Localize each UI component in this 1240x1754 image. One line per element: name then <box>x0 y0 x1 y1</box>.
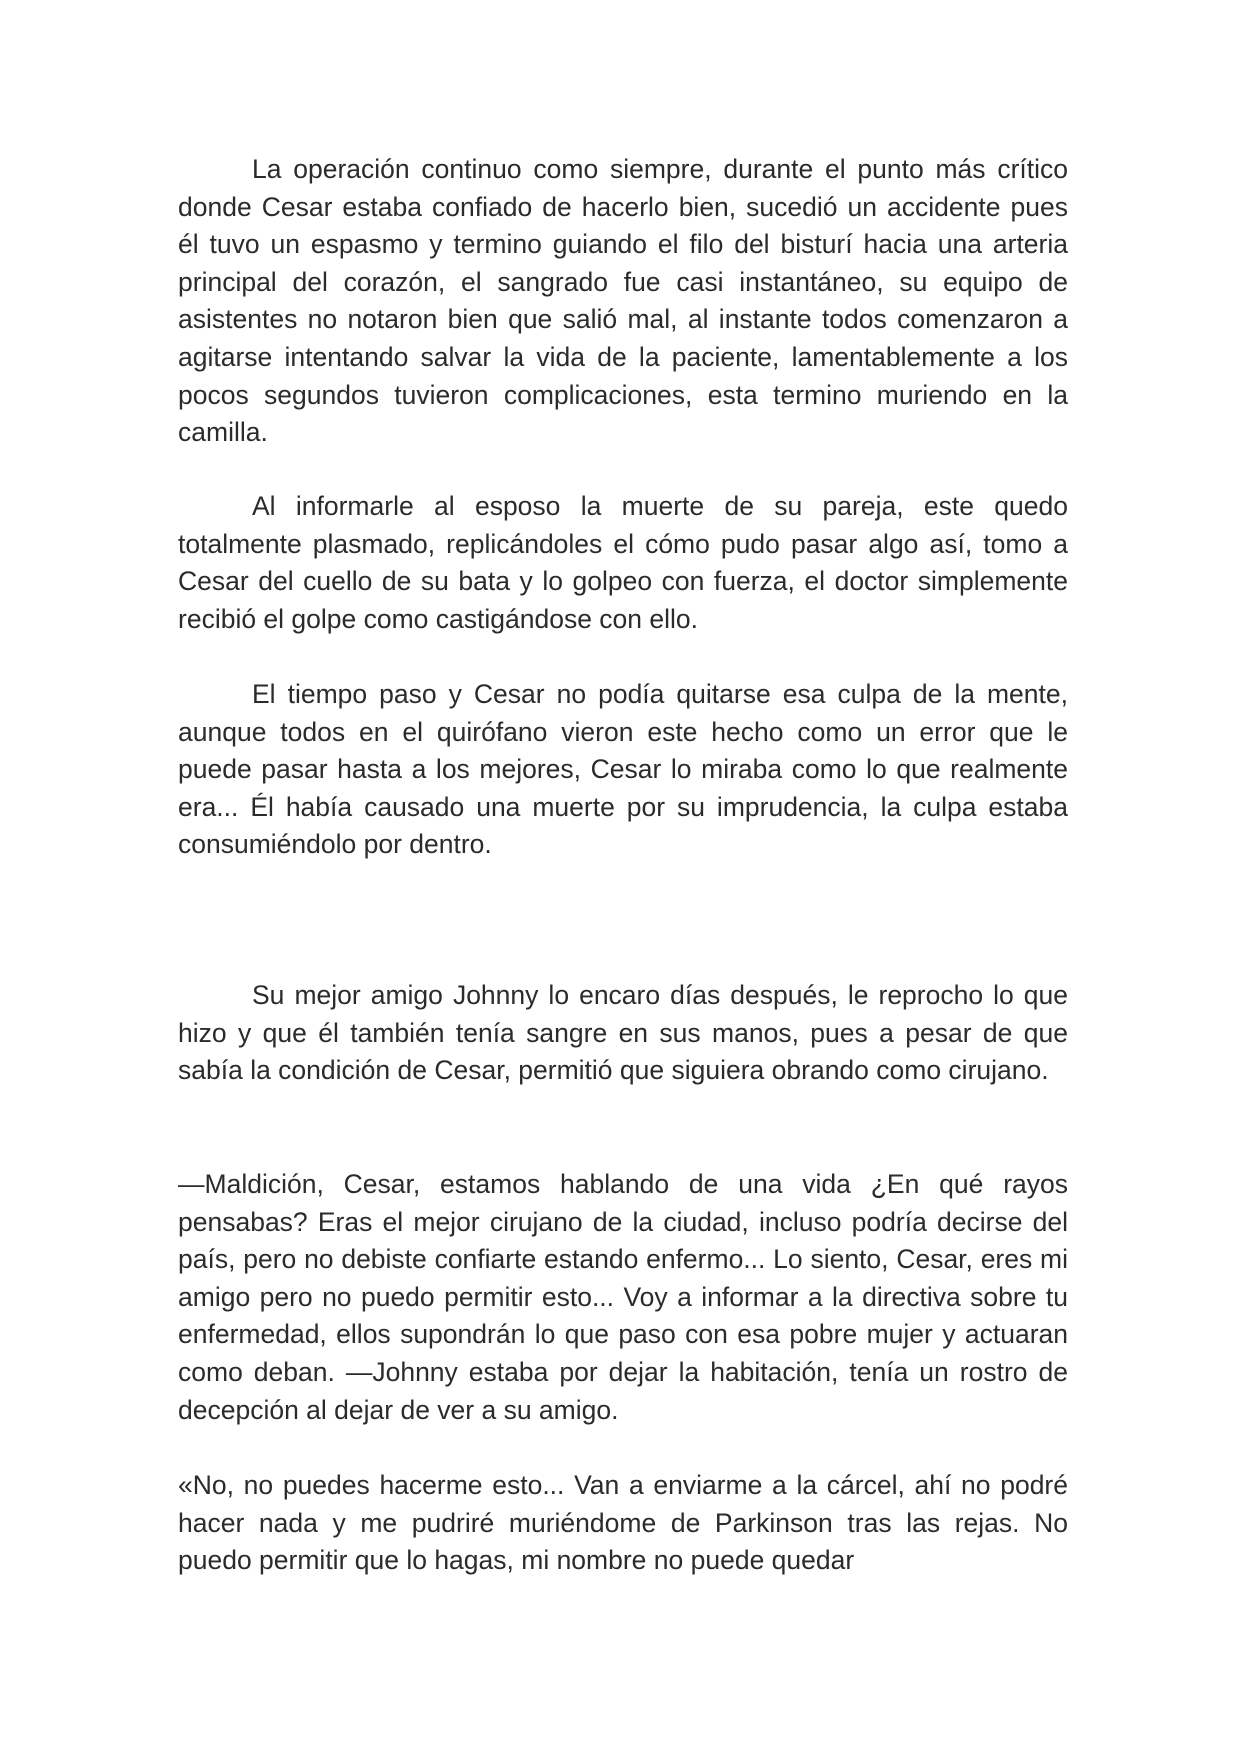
paragraph-guilt: El tiempo paso y Cesar no podía quitarse esa culpa de la mente, aunque todos en el quirófano vieron este hecho como un error que le puede pasar hasta a los mejores, Cesar lo miraba como lo que realmente era... Él había causado una muerte por su imprudencia, la culpa estaba consumiéndolo por dentro. <box>178 679 1068 860</box>
paragraph-johnny: Su mejor amigo Johnny lo encaro días después, le reprocho lo que hizo y que él también tenía sangre en sus manos, pues a pesar de que sabía la condición de Cesar, permitió que siguiera obrando como cirujano. <box>178 980 1068 1086</box>
paragraph-operation: La operación continuo como siempre, durante el punto más crítico donde Cesar estaba confiado de hacerlo bien, sucedió un accidente pues él tuvo un espasmo y termino guiando el filo del bisturí hacia una arteria principal del corazón, el sangrado fue casi instantáneo, su equipo de asistentes no notaron bien que salió mal, al instante todos comenzaron a agitarse intentando salvar la vida de la paciente, lamentablemente a los pocos segundos tuvieron complicaciones, esta termino muriendo en la camilla. <box>178 154 1068 448</box>
paragraph-husband: Al informarle al esposo la muerte de su pareja, este quedo totalmente plasmado, replicándoles el cómo pudo pasar algo así, tomo a Cesar del cuello de su bata y lo golpeo con fuerza, el doctor simplemente recibió el golpe como castigándose con ello. <box>178 491 1068 634</box>
paragraph-dialogue: —Maldición, Cesar, estamos hablando de una vida ¿En qué rayos pensabas? Eras el mejor cirujano de la ciudad, incluso podría decirse del país, pero no debiste confiarte estando enfermo... Lo siento, Cesar, eres mi amigo pero no puedo permitir esto... Voy a informar a la directiva sobre tu enfermedad, ellos supondrán lo que paso con esa pobre mujer y actuaran como deban. —Johnny estaba por dejar la habitación, tenía un rostro de decepción al dejar de ver a su amigo. <box>178 1169 1068 1425</box>
paragraph-thought: «No, no puedes hacerme esto... Van a enviarme a la cárcel, ahí no podré hacer nada y me pudriré muriéndome de Parkinson tras las rejas. No puedo permitir que lo hagas, mi nombre no puede quedar <box>178 1470 1068 1576</box>
